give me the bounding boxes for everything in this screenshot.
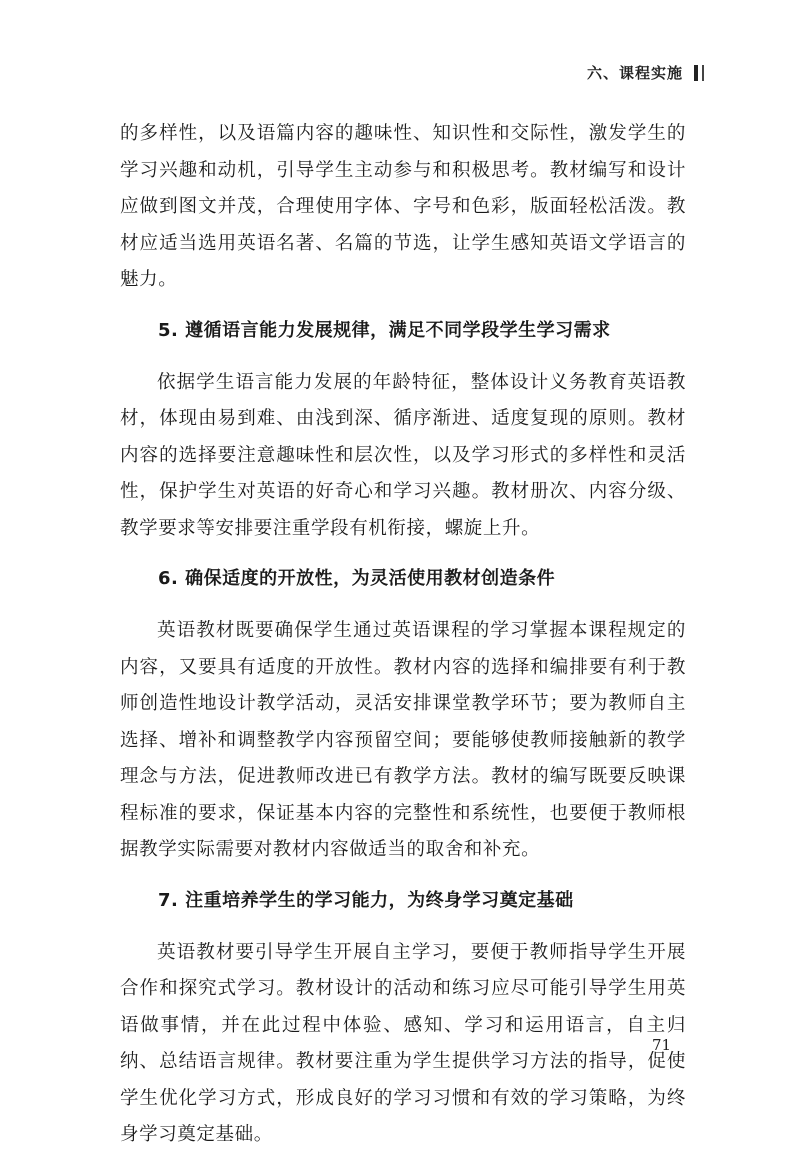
section-paragraph-6: 英语教材既要确保学生通过英语课程的学习掌握本课程规定的内容，又要具有适度的开放性。教材内容的选择和编排要有利于教师创造性地设计教学活动，灵活安排课堂教学环节；要为教师自主选择、增补和调整教学内容预留空间；要能够使教师接触新的教学理念与方法，促进教师改进已有教学方法。教材的编写既要反映课程标准的要求，保证基本内容的完整性和系统性，也要便于教师根据教学实际需要对教材内容做适当的取舍和补充。 xyxy=(120,620,686,860)
section-paragraph-5: 依据学生语言能力发展的年龄特征，整体设计义务教育英语教材，体现由易到难、由浅到深、循序渐进、适度复现的原则。教材内容的选择要注意趣味性和层次性，以及学习形式的多样性和灵活性，保护学生对英语的好奇心和学习兴趣。教材册次、内容分级、教学要求等安排要注重学段有机衔接，螺旋上升。 xyxy=(120,371,686,539)
header-bar-decoration-thin xyxy=(702,65,704,81)
section-heading-6: 6. 确保适度的开放性，为灵活使用教材创造条件 xyxy=(158,568,556,589)
section-heading-5: 5. 遵循语言能力发展规律，满足不同学段学生学习需求 xyxy=(158,319,611,341)
page-number: 71 xyxy=(652,1036,672,1054)
section-heading-7: 7. 注重培养学生的学习能力，为终身学习奠定基础 xyxy=(158,889,574,911)
running-header xyxy=(587,62,704,83)
intro-paragraph: 的多样性，以及语篇内容的趣味性、知识性和交际性，激发学生的学习兴趣和动机，引导学生主动参与和积极思考。教材编写和设计应做到图文并茂，合理使用字体、字号和色彩，版面轻松活泼。教材应适当选用英语名著、名篇的节选，让学生感知英语文学语言的魅力。 xyxy=(120,123,686,290)
page-content xyxy=(120,116,686,1154)
section-paragraph-7: 英语教材要引导学生开展自主学习，要便于教师指导学生开展合作和探究式学习。教材设计的活动和练习应尽可能引导学生用英语做事情，并在此过程中体验、感知、学习和运用语言，自主归纳、总结语言规律。教材要注重为学生提供学习方法的指导，促使学生优化学习方式，形成良好的学习习惯和有效的学习策略，为终身学习奠定基础。 xyxy=(120,941,686,1145)
section-title: 六、课程实施 xyxy=(586,64,683,82)
header-bar-decoration xyxy=(694,65,698,81)
